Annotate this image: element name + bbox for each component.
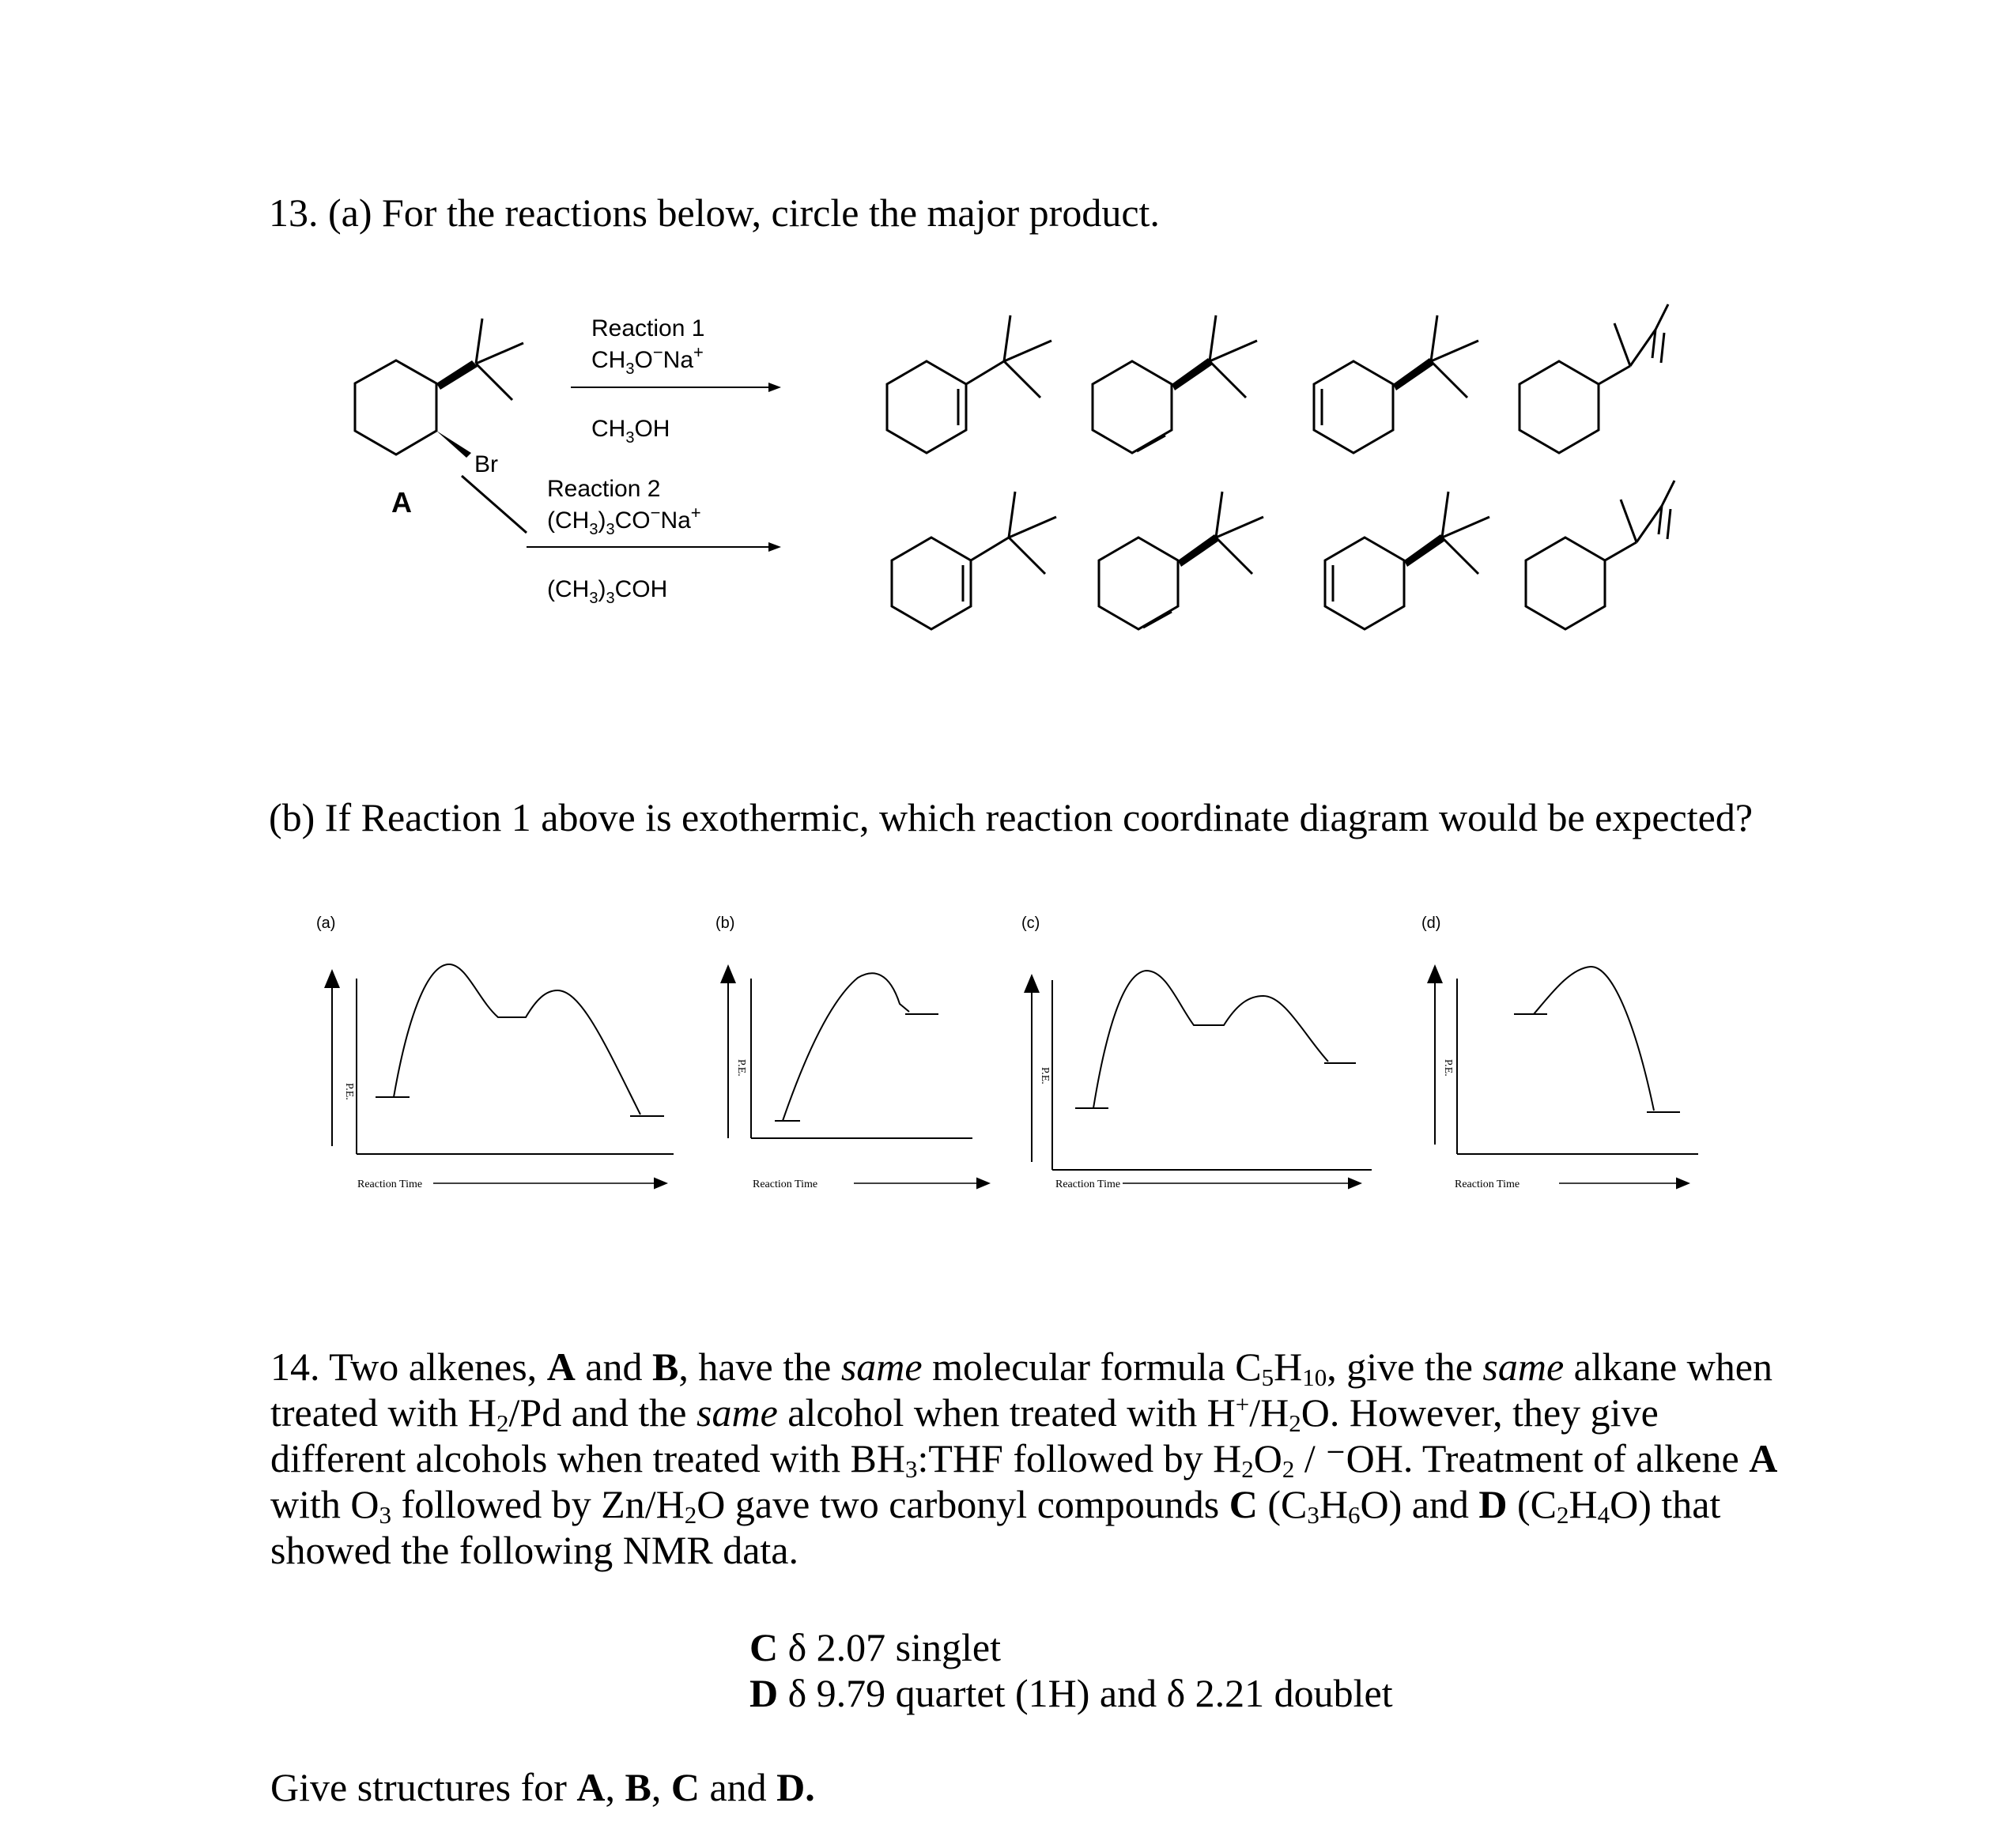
q14-line-3: different alcohols when treated with $BH_3:THF$ followed by $H_2O_2 / ^-OH$. Treatment of alkene A <box>270 1436 1778 1483</box>
reaction-1-base: $CH_3O^-Na^+$ <box>591 342 704 378</box>
q14-line-4: with $O_3$ followed by $Zn/H_2O$ gave two carbonyl compounds C $(C_3H_6O)$ and D $(C_2H_4O)$ that <box>270 1482 1721 1529</box>
diagram-c-y-axis: P.E. <box>1039 1067 1051 1084</box>
q14-line-1: 14. Two alkenes, A and B, have the same molecular formula $C_5H_{10}$, give the same alkane when <box>270 1345 1772 1391</box>
diagram-c[interactable] <box>1021 915 1372 1190</box>
reaction-1-title: Reaction 1 <box>591 315 705 341</box>
diagram-d-label: (d) <box>1421 915 1441 932</box>
reaction-2-solvent: $(CH_3)_3COH$ <box>547 576 668 607</box>
question-13a-text: 13. (a) For the reactions below, circle the major product. <box>269 190 1160 235</box>
compound-a-label: A <box>391 486 412 519</box>
product-2-3[interactable] <box>1325 492 1489 629</box>
reaction-scheme <box>0 0 2016 751</box>
diagram-a-label: (a) <box>316 915 336 932</box>
diagram-c-x-axis: Reaction Time <box>1055 1179 1121 1190</box>
question-14-text <box>270 1344 1852 1573</box>
starting-material-a <box>355 319 527 533</box>
reaction-coordinate-diagrams <box>0 901 2016 1217</box>
product-1-4[interactable] <box>1520 304 1668 453</box>
bromine-label: Br <box>474 451 498 477</box>
product-1-3[interactable] <box>1314 315 1478 453</box>
diagram-d-y-axis: P.E. <box>1442 1059 1454 1077</box>
diagram-a[interactable] <box>316 915 674 1190</box>
diagram-a-y-axis: P.E. <box>343 1083 355 1100</box>
q14-line-5: showed the following NMR data. <box>270 1528 798 1572</box>
diagram-b-y-axis: P.E. <box>735 1059 747 1077</box>
diagram-b-label: (b) <box>715 915 735 932</box>
product-1-2[interactable] <box>1093 315 1257 453</box>
reaction-2-title: Reaction 2 <box>547 476 661 502</box>
product-2-2[interactable] <box>1099 492 1263 629</box>
diagram-b[interactable] <box>715 915 988 1190</box>
final-instruction: Give structures for A, B, C and D. <box>270 1765 815 1809</box>
nmr-data <box>749 1624 1393 1716</box>
diagram-a-x-axis: Reaction Time <box>357 1179 423 1190</box>
nmr-d: D δ 9.79 quartet (1H) and δ 2.21 doublet <box>749 1671 1393 1715</box>
diagram-d[interactable] <box>1421 915 1698 1190</box>
product-2-1[interactable] <box>892 492 1056 629</box>
question-13b-text: (b) If Reaction 1 above is exothermic, which reaction coordinate diagram would be expected? <box>269 795 1754 839</box>
product-2-4[interactable] <box>1526 481 1674 629</box>
diagram-c-label: (c) <box>1021 915 1040 932</box>
q14-line-2: treated with $H_2/Pd$ and the same alcohol when treated with $H^+/H_2O$. However, they give <box>270 1390 1659 1437</box>
diagram-d-x-axis: Reaction Time <box>1455 1179 1520 1190</box>
product-1-1[interactable] <box>887 315 1051 453</box>
nmr-c: C δ 2.07 singlet <box>749 1625 1001 1669</box>
diagram-b-x-axis: Reaction Time <box>753 1179 818 1190</box>
reaction-1-solvent: $CH_3OH$ <box>591 416 670 447</box>
reaction-2-base: $(CH_3)_3CO^-Na^+$ <box>547 503 701 538</box>
